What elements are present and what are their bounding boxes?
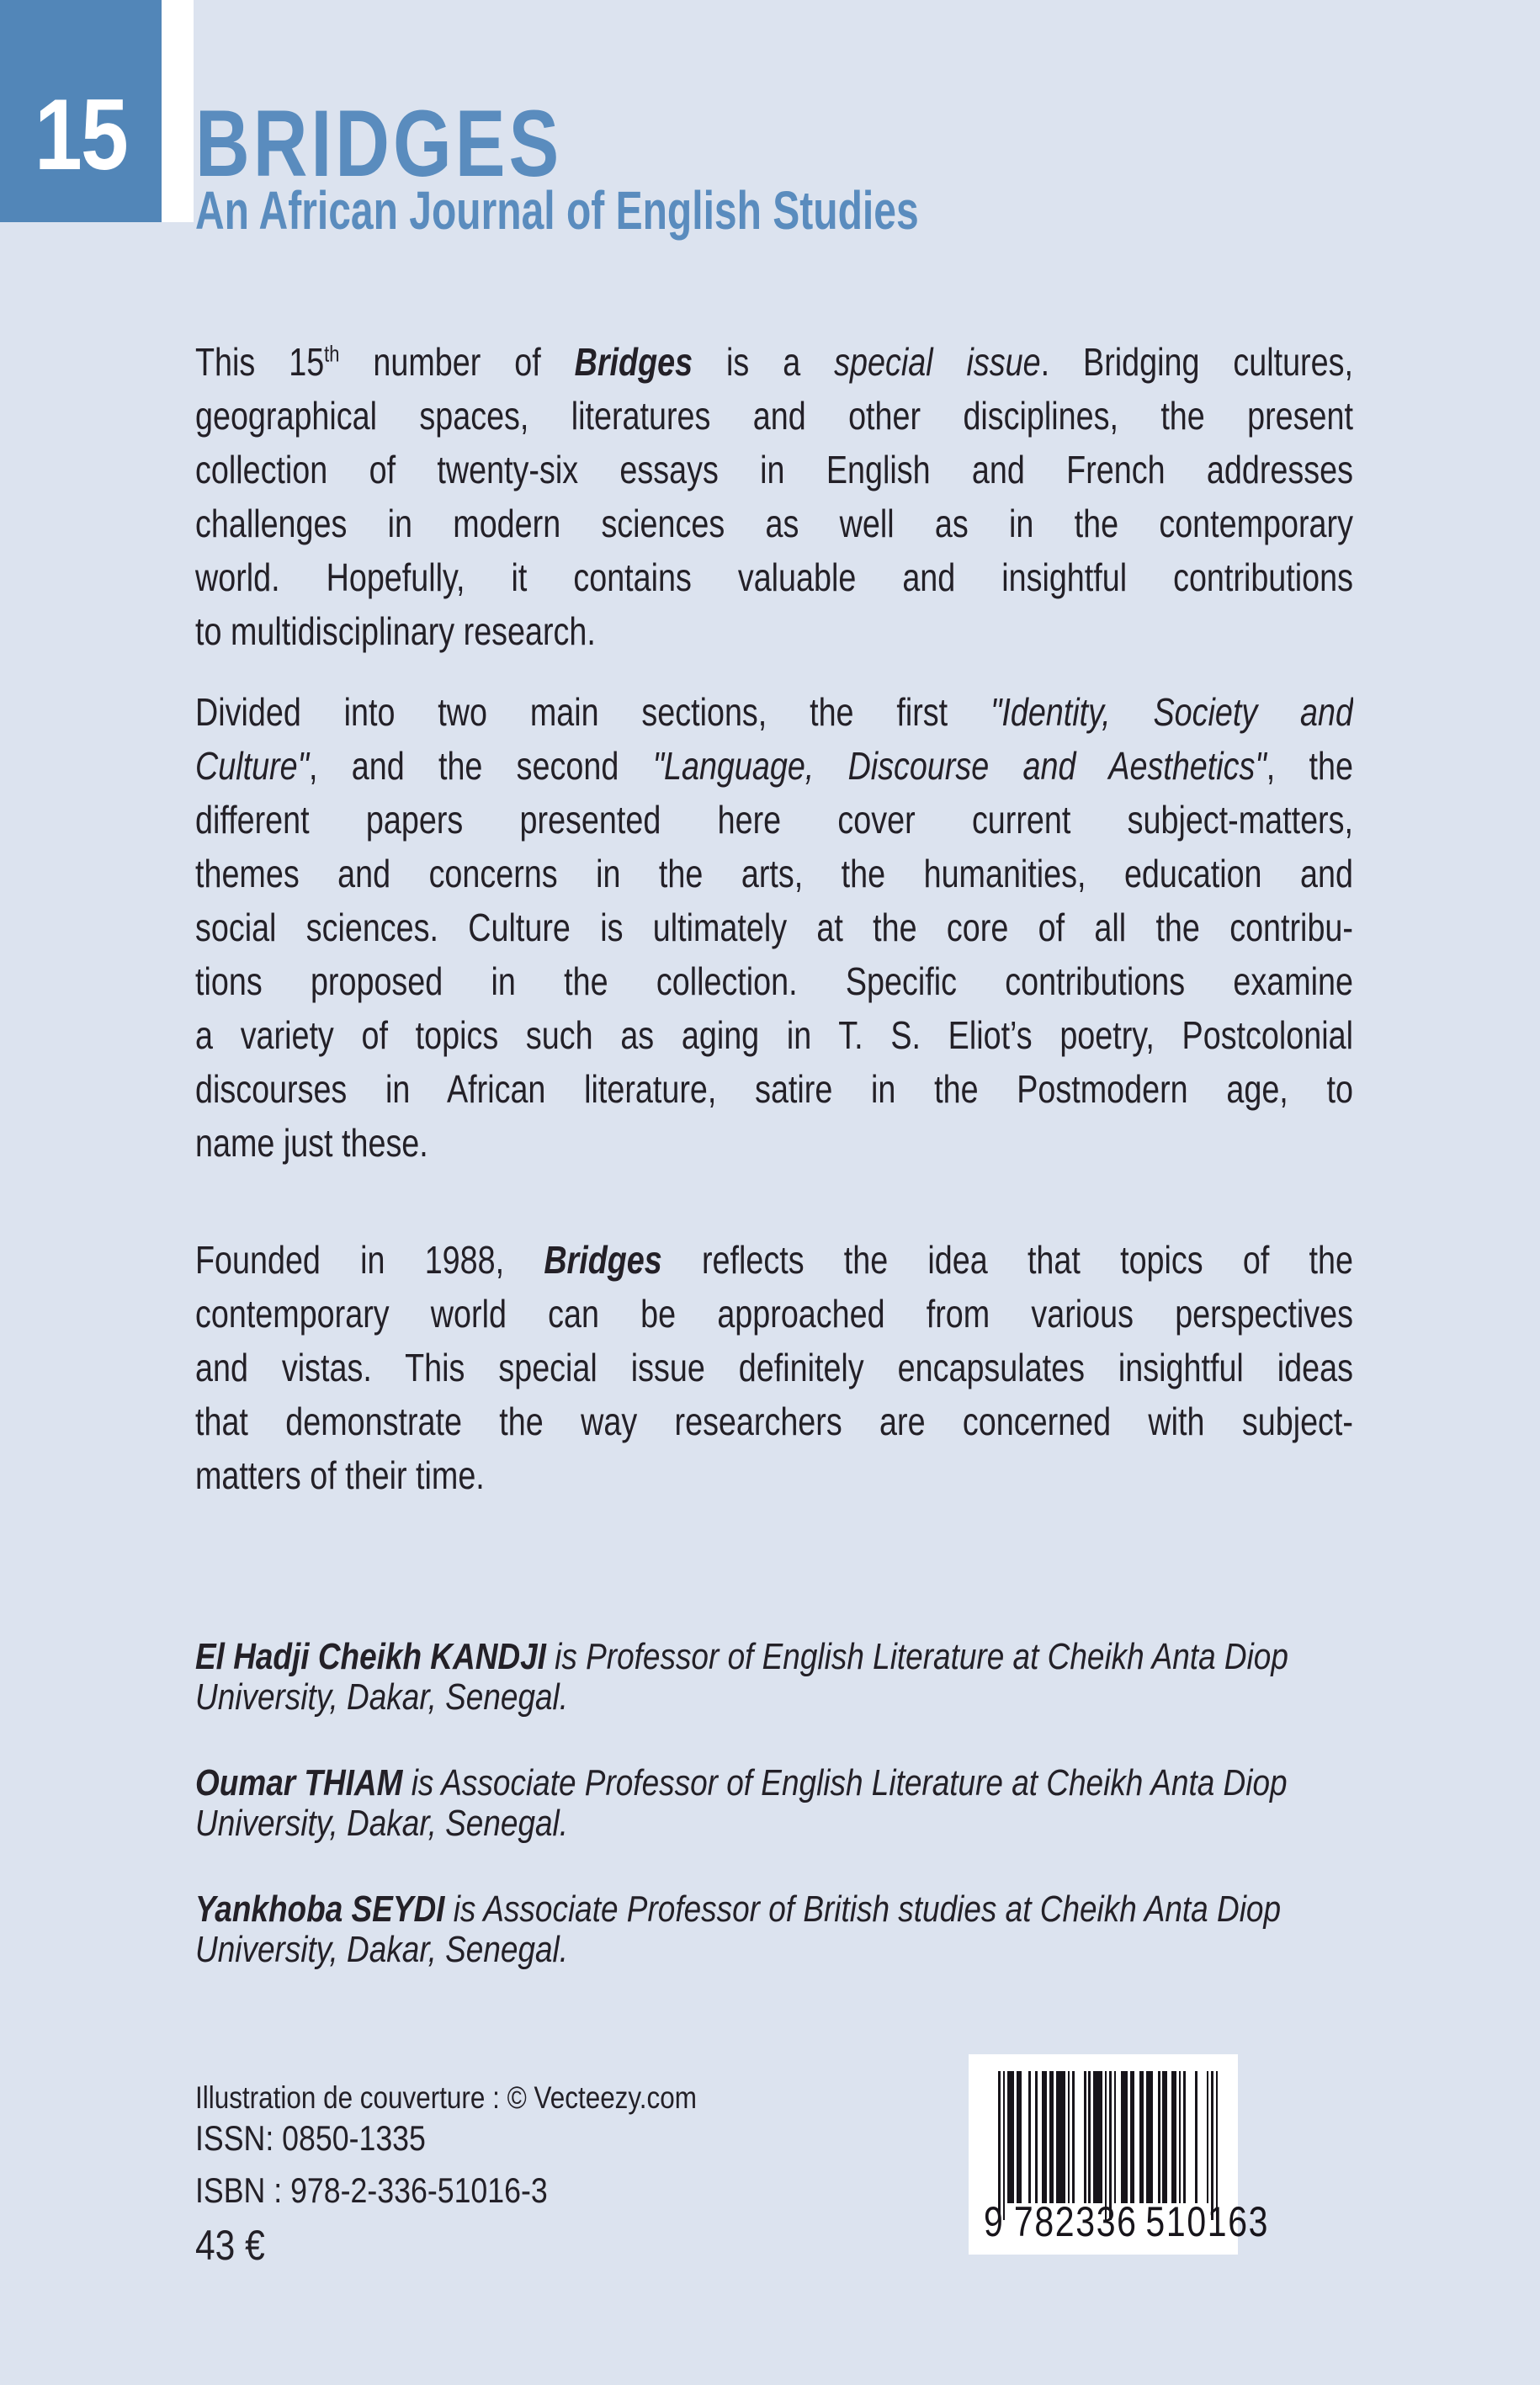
barcode	[969, 2054, 1270, 2255]
illustration-credit: Illustration de couverture : © Vecteezy.com	[195, 2080, 697, 2115]
text-line: challenges in modern sciences as well as in the contemporary	[195, 502, 1353, 545]
barcode-bar	[1165, 2071, 1167, 2203]
text-line: Yankhoba SEYDI is Associate Professor of British studies at Cheikh Anta Diop	[195, 1889, 1282, 1930]
barcode-bar	[1035, 2071, 1038, 2203]
barcode-bar	[1100, 2071, 1102, 2203]
text-line: different papers presented here cover current subject-matters,	[195, 798, 1353, 842]
blurb-paragraph-issue	[195, 335, 1353, 658]
barcode-bar	[1174, 2071, 1176, 2203]
barcode-bar	[1207, 2071, 1209, 2203]
barcode-bar	[1028, 2071, 1031, 2203]
text-line: to multidisciplinary research.	[195, 609, 596, 653]
barcode-bar	[1179, 2071, 1182, 2203]
text-line: Divided into two main sections, the first "Identity, Society and	[195, 690, 1353, 734]
text-line: University, Dakar, Senegal.	[195, 1930, 569, 1970]
text-line: University, Dakar, Senegal.	[195, 1803, 569, 1844]
author-bio-thiam	[195, 1763, 1382, 1844]
text-line: Culture", and the second "Language, Discourse and Aesthetics", the	[195, 744, 1353, 788]
barcode-bar	[1068, 2071, 1070, 2203]
text-line: University, Dakar, Senegal.	[195, 1677, 569, 1718]
journal-title: BRIDGES	[195, 91, 563, 196]
blurb-paragraph-history	[195, 1233, 1353, 1502]
barcode-bar	[1063, 2071, 1065, 2203]
text-line: world. Hopefully, it contains valuable and insightful contributions	[195, 555, 1353, 599]
author-bio-seydi	[195, 1889, 1382, 1970]
text-line: contemporary world can be approached from various perspectives	[195, 1292, 1353, 1336]
text-line: Founded in 1988, Bridges reflects the idea that topics of the	[195, 1238, 1353, 1282]
barcode-digits	[984, 2199, 1269, 2245]
text-line: name just these.	[195, 1121, 428, 1165]
issue-number-badge	[0, 0, 162, 222]
text-line: themes and concerns in the arts, the humanities, education and	[195, 852, 1353, 895]
issn-line: ISSN: 0850-1335	[195, 2118, 426, 2158]
text-line: tions proposed in the collection. Specific contributions examine	[195, 959, 1353, 1003]
barcode-bar	[1114, 2071, 1117, 2203]
barcode-bar	[1088, 2071, 1091, 2203]
text-line: This 15th number of Bridges is a special issue. Bridging cultures,	[195, 340, 1353, 384]
author-bio-kandji	[195, 1637, 1382, 1718]
barcode-digit-group: 782336	[1013, 2198, 1138, 2245]
text-line: collection of twenty-six essays in English and French addresses	[195, 448, 1353, 491]
barcode-bar	[1044, 2071, 1047, 2203]
issue-number: 15	[34, 78, 128, 191]
barcode-bar	[1142, 2071, 1144, 2203]
barcode-bar	[1084, 2071, 1086, 2203]
barcode-bar	[1133, 2071, 1135, 2203]
isbn-line: ISBN : 978-2-336-51016-3	[195, 2170, 548, 2210]
barcode-bar	[1012, 2071, 1015, 2203]
text-line: and vistas. This special issue definitely encapsulates insightful ideas	[195, 1346, 1353, 1389]
text-line: a variety of topics such as aging in T. S. Eliot’s poetry, Postcolonial	[195, 1013, 1353, 1057]
barcode-bar	[1195, 2071, 1197, 2203]
barcode-bar	[1072, 2071, 1075, 2203]
text-line: geographical spaces, literatures and other disciplines, the present	[195, 394, 1353, 438]
spine-strip	[162, 0, 194, 222]
price: 43 €	[195, 2222, 265, 2269]
barcode-bar	[1151, 2071, 1154, 2203]
barcode-bar	[1125, 2071, 1128, 2203]
text-line: Oumar THIAM is Associate Professor of English Literature at Cheikh Anta Diop	[195, 1763, 1288, 1803]
text-line: matters of their time.	[195, 1453, 485, 1497]
barcode-bar	[1158, 2071, 1160, 2203]
barcode-digit-group: 510163	[1145, 2198, 1270, 2245]
text-line: that demonstrate the way researchers are concerned with subject-	[195, 1400, 1353, 1443]
barcode-digit-group: 9	[984, 2198, 1005, 2245]
text-line: discourses in African literature, satire in the Postmodern age, to	[195, 1067, 1353, 1111]
barcode-bar	[1051, 2071, 1054, 2203]
journal-subtitle: An African Journal of English Studies	[195, 180, 919, 241]
blurb-paragraph-sections	[195, 685, 1353, 1170]
barcode-bar	[1183, 2071, 1186, 2203]
text-line: social sciences. Culture is ultimately at the core of all the contribu-	[195, 906, 1353, 949]
text-line: El Hadji Cheikh KANDJI is Professor of English Literature at Cheikh Anta Diop	[195, 1637, 1288, 1677]
barcode-bar	[1019, 2071, 1022, 2203]
